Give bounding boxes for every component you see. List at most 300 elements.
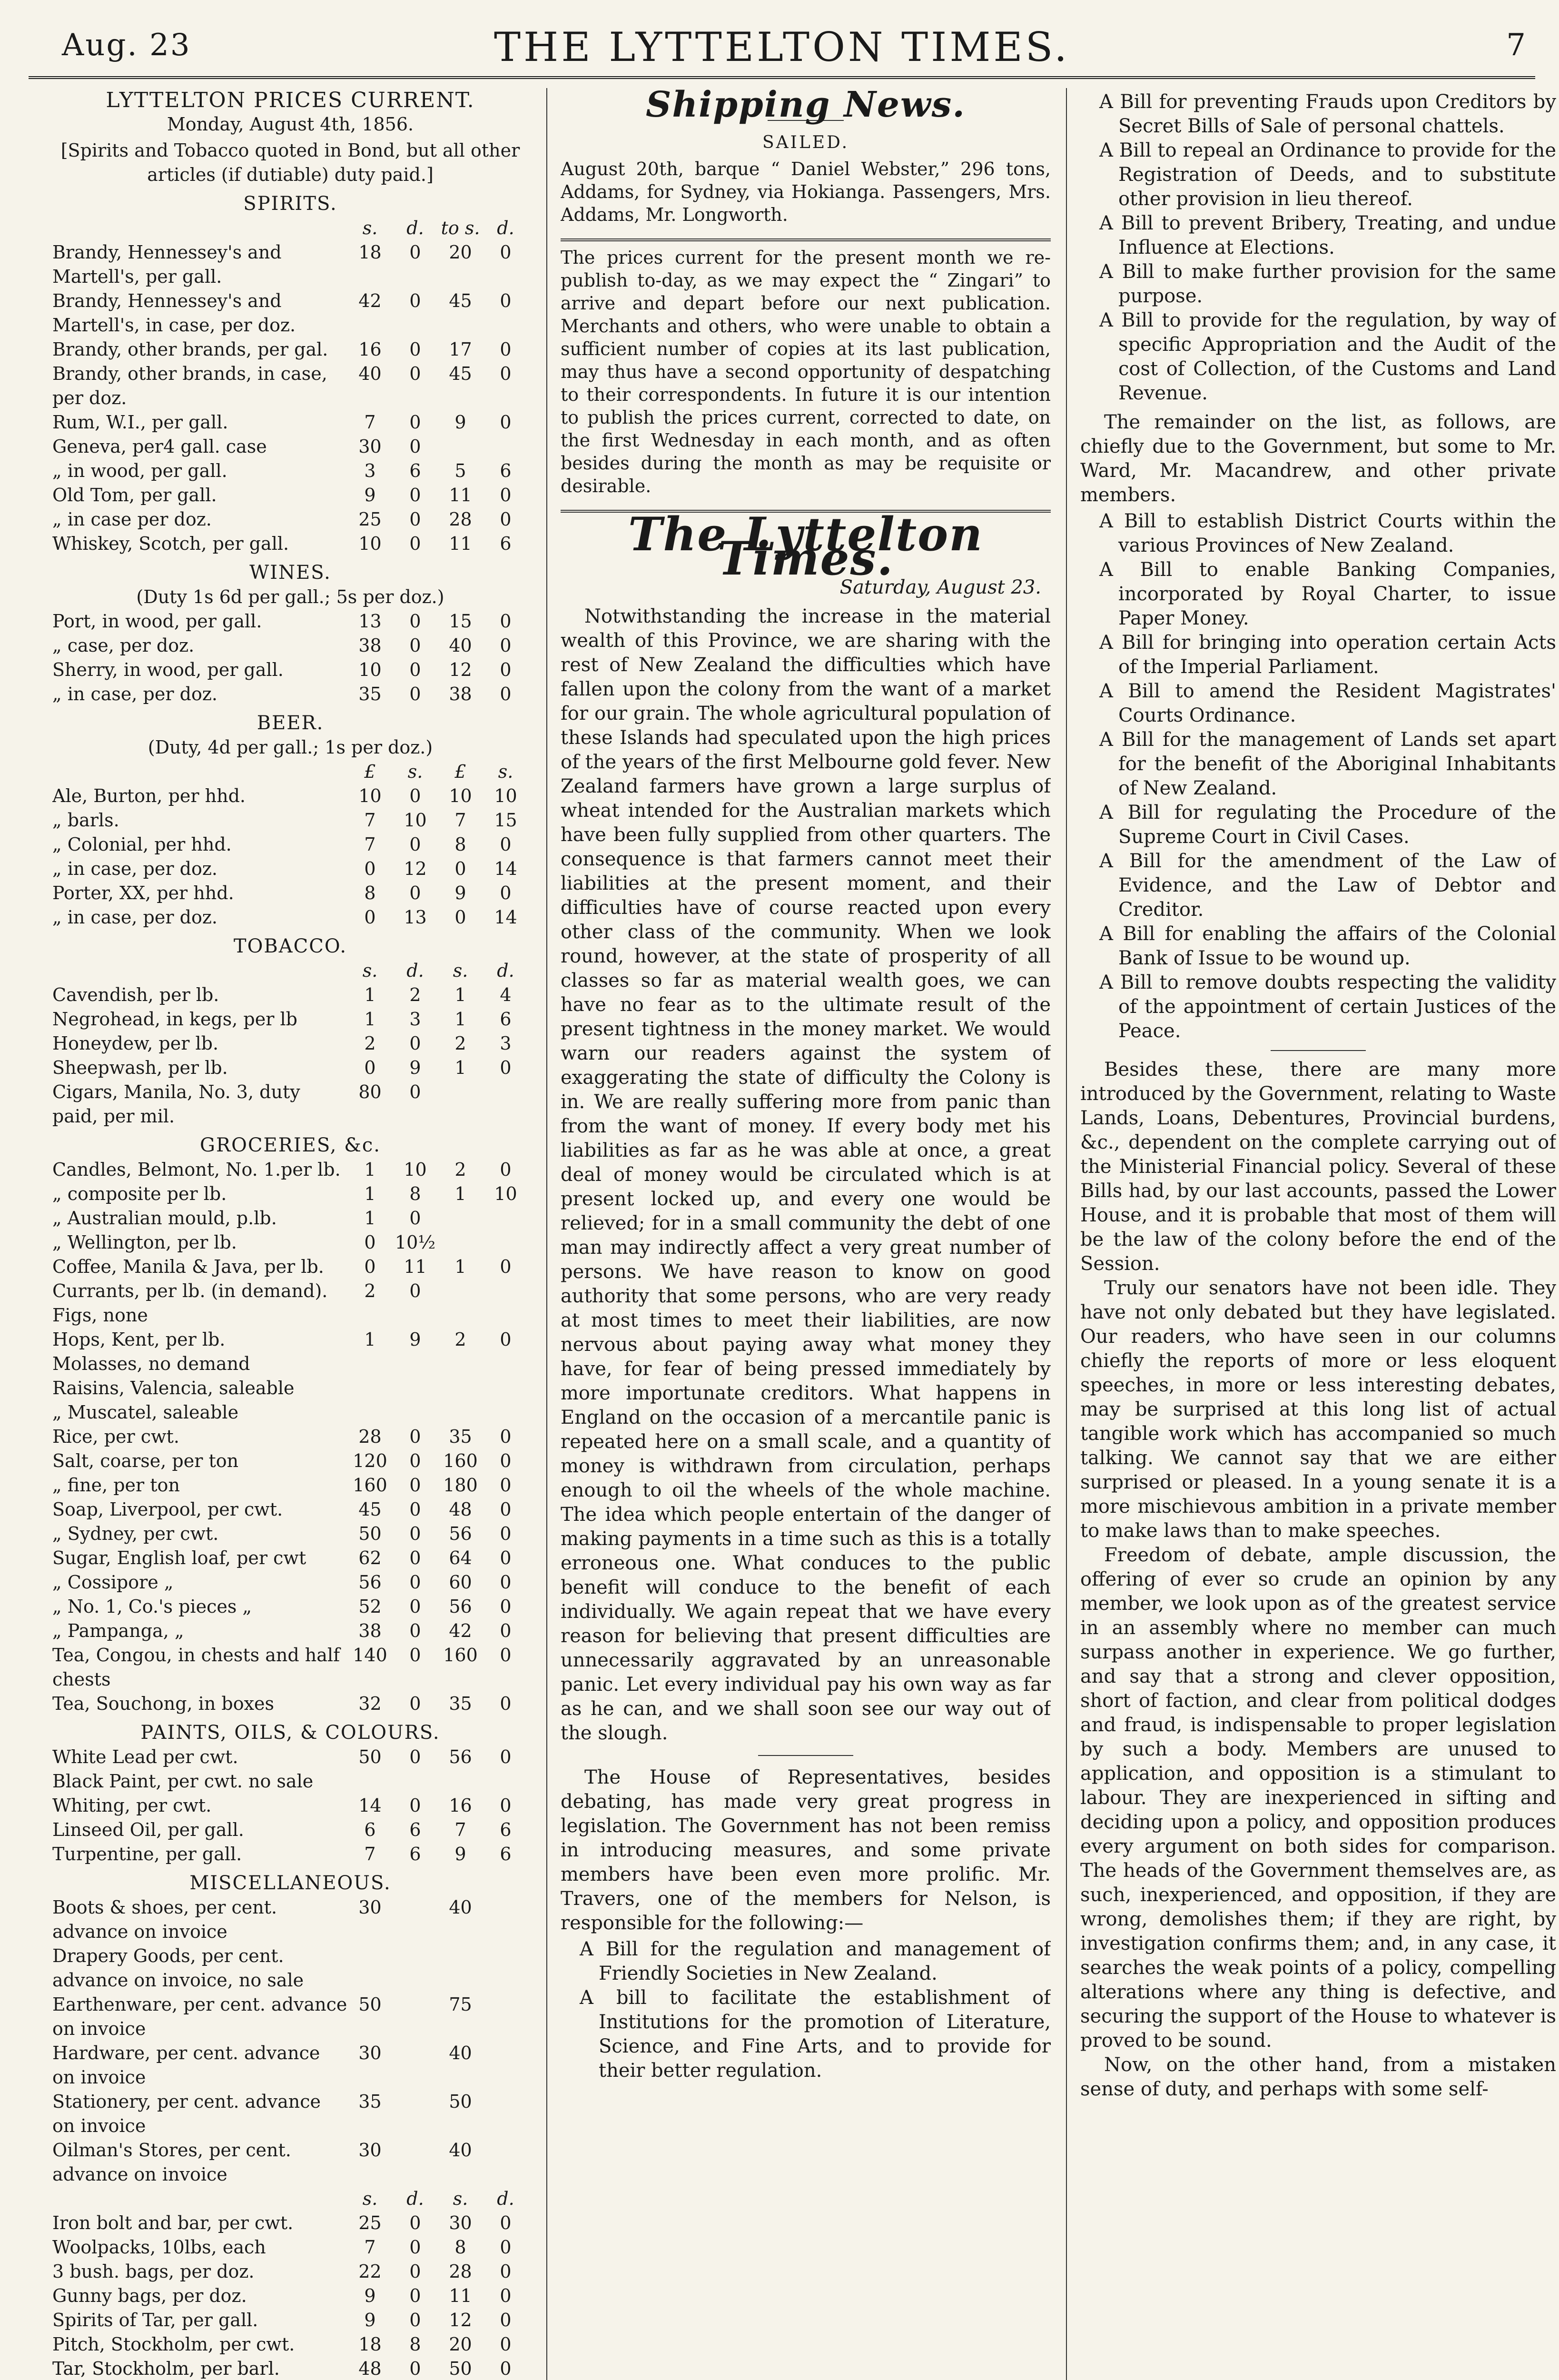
price-row: [52, 1842, 528, 1866]
price-value: [483, 1769, 528, 1794]
price-value: 2: [454, 1329, 466, 1350]
item-name: „ Wellington, per lb.: [52, 1232, 237, 1253]
price-value: 42: [358, 290, 382, 311]
price-value: 16: [449, 1795, 472, 1816]
unit-header-row: [52, 216, 528, 240]
newspaper-title: THE LYTTELTON TIMES.: [494, 24, 1070, 70]
price-value: 32: [358, 1693, 382, 1714]
price-value: 10: [404, 1159, 427, 1180]
price-value: 0: [500, 1596, 512, 1617]
article-paragraph: Besides these, there are many more introduced by the Government, relating to Waste Lands, Loans, Debentures, Provincial burdens, &c., dependent on the complete carrying out of the Ministerial Financial policy. Several of these Bills had, by our last accounts, passed the Lower House, and it is probable that most of them will be the law of the colony before the end of the Session.: [1080, 1059, 1556, 1275]
bill-item: A Bill to repeal an Ordinance to provide for the Registration of Deeds, and to substitute other provision in lieu thereof.: [1099, 139, 1556, 210]
item-name: Black Paint, per cwt. no sale: [52, 1771, 314, 1792]
price-value: 35: [449, 1426, 472, 1447]
price-value: 160: [443, 1450, 478, 1471]
price-value: 5: [454, 460, 466, 481]
editorial-paragraph: Notwithstanding the increase in the material wealth of this Province, we are sharing with the rest of New Zealand the difficulties which have fallen upon the colony from the want of a market for our grain. The whole agricultural population of these Islands had speculated upon the high prices of the years of the first Melbourne gold fever. New Zealand farmers have grown a large surplus of wheat intended for the Australian markets which have been fully supplied from other quarters. The consequence is that farmers cannot meet their liabilities at the present moment, and their difficulties have of course reacted upon every other class of the community. When we look round, however, at the state of prosperity of all classes so far as material wealth goes, we can have no fear as to the ultimate result of the present tightness in the money market. We would warn our readers against the system of exaggerating the state of difficulty the Colony is in. We are really suffering more from panic than from the want of money. If every body met his liabilities as far as he was able at once, a great deal of money would be circulated which is at present locked up, and every one would be relieved; for in a small community the debt of one man may indirectly affect a very great number of persons. We have reason to know on good authority that some persons, who are very ready at most times to meet their liabilities, are now nervous about paying away what money they have, for fear of being pressed immediately by more importunate creditors. What happens in England on the occasion of a mercantile panic is repeated here on a small scale, and a quantity of money is withdrawn from circulation, perhaps enough to oil the wheels of the whole machine. The idea which people entertain of the danger of making payments in a time such as this is a totally erroneous one. What conduces to the public benefit will conduce to the benefit of each individually. We again repeat that we have every reason for believing that present difficulties are unnecessarily aggravated by an unreasonable panic. Let every individual pay his own way as far as he can, and we shall soon see our way out of the slough.: [561, 605, 1051, 1744]
price-value: 56: [449, 1596, 472, 1617]
item-name: Earthenware, per cent. advance on invoice: [52, 1994, 347, 2039]
item-name: Sugar, English loaf, per cwt: [52, 1547, 306, 1568]
bill-list: [561, 1937, 1051, 2083]
price-value: 0: [409, 1499, 421, 1520]
price-value: 0: [409, 1572, 421, 1593]
price-value: 1: [364, 1208, 376, 1229]
bill-item: A Bill for the management of Lands set apart for the benefit of the Aboriginal Inhabitants of New Zealand.: [1099, 729, 1556, 799]
item-name: Porter, XX, per hhd.: [52, 883, 234, 903]
price-value: 62: [358, 1547, 382, 1568]
price-row: [52, 682, 528, 706]
price-row: [52, 1303, 528, 1328]
price-row: [52, 435, 528, 459]
article-paragraph: Now, on the other hand, from a mistaken sense of duty, and perhaps with some self-: [1080, 2054, 1556, 2100]
price-value: [438, 435, 483, 459]
price-value: 16: [358, 339, 382, 360]
price-row: [52, 905, 528, 930]
price-value: 0: [409, 2261, 421, 2282]
price-value: 0: [409, 412, 421, 433]
bill-item: A Bill for bringing into operation certain Acts of the Imperial Parliament.: [1099, 632, 1556, 678]
price-value: 0: [409, 436, 421, 457]
price-value: [483, 1376, 528, 1400]
item-name: Pitch, Stockholm, per cwt.: [52, 2334, 295, 2355]
legislation-column: [1080, 88, 1556, 2380]
unit-label: d.: [406, 960, 424, 981]
item-name: Boots & shoes, per cent. advance on invoice: [52, 1897, 277, 1942]
price-value: 40: [358, 363, 382, 384]
unit-label: d.: [406, 218, 424, 238]
masthead: [29, 24, 1535, 79]
price-row: [52, 1745, 528, 1769]
item-name: Honeydew, per lb.: [52, 1033, 219, 1054]
price-value: [483, 1895, 528, 1944]
item-name: „ Cossipore „: [52, 1572, 174, 1593]
price-value: 6: [500, 460, 512, 481]
price-value: 50: [358, 1994, 382, 2015]
price-value: 42: [449, 1620, 472, 1641]
price-value: 50: [449, 2358, 472, 2379]
price-row: [52, 1007, 528, 1031]
price-value: 0: [409, 834, 421, 855]
price-value: 7: [454, 1819, 466, 1840]
price-value: 140: [353, 1645, 387, 1666]
price-row: [52, 1255, 528, 1279]
duty-note: (Duty 1s 6d per gall.; 5s per doz.): [136, 586, 444, 607]
price-row: [52, 2260, 528, 2284]
price-row: [52, 1056, 528, 1080]
price-value: 0: [500, 1057, 512, 1078]
price-table: [52, 2187, 528, 2380]
item-name: Linseed Oil, per gall.: [52, 1819, 244, 1840]
price-value: 6: [409, 1844, 421, 1864]
price-value: [393, 2138, 438, 2187]
column-rule: [1066, 88, 1067, 2380]
sailed-label: SAILED.: [762, 133, 849, 152]
price-value: 25: [358, 509, 382, 530]
price-row: [52, 2235, 528, 2260]
page-number: 7: [1506, 28, 1526, 63]
bill-item: A Bill to establish District Courts within the various Provinces of New Zealand.: [1099, 510, 1556, 556]
price-value: [483, 1303, 528, 1328]
price-value: 0: [409, 1450, 421, 1471]
price-value: 8: [409, 1183, 421, 1204]
price-section-heading: WINES.: [249, 562, 331, 584]
price-value: 8: [454, 834, 466, 855]
price-value: 15: [449, 611, 472, 632]
price-row: [52, 362, 528, 410]
price-value: 0: [409, 1475, 421, 1496]
unit-header-row: [52, 2187, 528, 2211]
price-value: 13: [358, 611, 382, 632]
price-value: [393, 1993, 438, 2041]
price-value: [438, 1376, 483, 1400]
price-value: 1: [454, 1183, 466, 1204]
price-value: 40: [449, 2043, 472, 2063]
item-name: Brandy, Hennessey's and Martell's, per gall.: [52, 242, 282, 287]
price-value: [483, 1352, 528, 1376]
price-value: 0: [500, 242, 512, 263]
price-value: [483, 435, 528, 459]
price-value: 7: [364, 412, 376, 433]
price-value: 0: [409, 1280, 421, 1301]
price-value: 0: [500, 834, 512, 855]
price-value: 0: [409, 2358, 421, 2379]
unit-header-row: [52, 760, 528, 784]
price-sections: [52, 192, 528, 2380]
price-value: 1: [454, 1009, 466, 1030]
price-value: 10: [494, 1183, 517, 1204]
price-value: 0: [454, 858, 466, 879]
price-value: 7: [364, 1844, 376, 1864]
price-value: 0: [364, 1057, 376, 1078]
price-row: [52, 1328, 528, 1352]
price-row: [52, 289, 528, 337]
issue-date: Aug. 23: [62, 28, 191, 63]
price-value: 40: [449, 1897, 472, 1918]
item-name: Figs, none: [52, 1305, 148, 1326]
unit-label: to s.: [441, 218, 480, 238]
price-row: [52, 1692, 528, 1716]
price-value: 20: [449, 242, 472, 263]
price-value: 28: [449, 2261, 472, 2282]
price-value: 13: [404, 907, 427, 928]
item-name: Coffee, Manila & Java, per lb.: [52, 1256, 324, 1277]
item-name: „ case, per doz.: [52, 635, 195, 656]
unit-label: s.: [453, 960, 468, 981]
price-value: 0: [409, 659, 421, 680]
item-name: Negrohead, in kegs, per lb: [52, 1009, 297, 1030]
item-name: Iron bolt and bar, per cwt.: [52, 2212, 294, 2233]
price-value: [438, 1352, 483, 1376]
double-rule: [561, 238, 1051, 241]
unit-label: d.: [406, 2188, 424, 2209]
unit-label: s.: [362, 218, 378, 238]
article-paragraph: Freedom of debate, ample discussion, the offering of ever so crude an opinion by any member, we look upon as of the greatest service in an assembly where no member can much surpass another in experience. We go further, and say that a strong and clever opposition, short of faction, and clear from political dodges and fraud, is indispensable to proper legislation by such a body. Members are unused to application, and opposition is a stimulant to labour. They are inexperienced in sifting and deciding upon a policy, and opposition produces every argument on both sides for comparison. The heads of the Government themselves are, as such, inexperienced, and opposition, if they are wrong, demolishes them; if they are right, by investigation confirms them; and, in any case, it searches the weak points of a policy, compelling alterations where any thing is defective, and securing the support of the House to whatever is proved to be sound.: [1080, 1544, 1556, 2052]
price-row: [52, 240, 528, 289]
price-row: [52, 658, 528, 682]
price-value: 38: [358, 1620, 382, 1641]
price-value: 14: [358, 1795, 382, 1816]
item-name: Port, in wood, per gall.: [52, 611, 262, 632]
price-section-heading: GROCERIES, &c.: [200, 1134, 381, 1156]
price-value: 0: [409, 635, 421, 656]
price-value: 4: [500, 984, 512, 1005]
bill-item: A bill to facilitate the establishment of Institutions for the promotion of Literature, Science, and Fine Arts, and to provide for their better regulation.: [580, 1987, 1051, 2082]
price-value: 60: [449, 1572, 472, 1593]
price-section-heading: TOBACCO.: [233, 935, 347, 957]
price-value: 14: [494, 858, 517, 879]
price-value: [438, 1230, 483, 1255]
bill-item: A Bill for preventing Frauds upon Creditors by Secret Bills of Sale of personal chattels.: [1099, 91, 1556, 137]
price-value: 0: [454, 907, 466, 928]
item-name: Woolpacks, 10lbs, each: [52, 2237, 266, 2258]
price-value: [438, 1080, 483, 1129]
price-value: [483, 2041, 528, 2090]
item-name: Raisins, Valencia, saleable: [52, 1378, 295, 1398]
price-row: [52, 532, 528, 556]
prices-current-column: [52, 88, 528, 2380]
price-value: [438, 1279, 483, 1303]
price-value: 1: [364, 1329, 376, 1350]
price-value: 6: [409, 460, 421, 481]
price-value: 0: [409, 1693, 421, 1714]
price-value: 40: [449, 635, 472, 656]
item-name: „ in case, per doz.: [52, 907, 217, 928]
unit-label: s.: [453, 2188, 468, 2209]
price-row: [52, 2138, 528, 2187]
unit-label: £: [454, 761, 466, 782]
price-row: [52, 1400, 528, 1425]
price-value: 0: [500, 1645, 512, 1666]
unit-label: d.: [497, 2188, 514, 2209]
price-value: 0: [409, 509, 421, 530]
price-table: [52, 1745, 528, 1866]
price-value: 0: [500, 509, 512, 530]
price-value: 160: [353, 1475, 387, 1496]
columns: [52, 88, 1556, 2380]
item-name: Sheepwash, per lb.: [52, 1057, 228, 1078]
price-value: 0: [500, 1256, 512, 1277]
price-value: 0: [500, 1523, 512, 1544]
price-value: [483, 1400, 528, 1425]
article-paragraph: Truly our senators have not been idle. They have not only debated but they have legislated. Our readers, who have seen in our columns chiefly the reports of more or less eloquent speeches, in more or less interesting debates, may be surprised at this long list of actual tangible work which has accompanied so much talking. We cannot say that we are either surprised or pleased. In a young senate it is a more mischievous ambition in a private member to make laws than to make speeches.: [1080, 1277, 1556, 1542]
price-value: 56: [358, 1572, 382, 1593]
price-row: [52, 1895, 528, 1944]
divider: [1271, 1050, 1366, 1051]
item-name: Spirits of Tar, per gall.: [52, 2310, 258, 2330]
price-value: [483, 1944, 528, 1993]
item-name: Sherry, in wood, per gall.: [52, 659, 284, 680]
price-value: 1: [364, 1183, 376, 1204]
price-row: [52, 857, 528, 881]
price-value: 0: [409, 684, 421, 704]
price-value: 56: [449, 1746, 472, 1767]
price-value: 2: [454, 1159, 466, 1180]
price-value: 18: [358, 242, 382, 263]
price-value: 25: [358, 2212, 382, 2233]
item-name: „ barls.: [52, 810, 119, 831]
price-value: 0: [500, 363, 512, 384]
price-value: 9: [454, 883, 466, 903]
price-value: 2: [364, 1033, 376, 1054]
item-name: „ Sydney, per cwt.: [52, 1523, 219, 1544]
price-value: 1: [364, 984, 376, 1005]
price-value: 7: [364, 834, 376, 855]
unit-label: s.: [407, 761, 423, 782]
price-section-heading: MISCELLANEOUS.: [189, 1872, 391, 1894]
shipping-heading: Shipping News.: [645, 88, 966, 125]
price-value: 38: [449, 684, 472, 704]
price-value: 0: [500, 1475, 512, 1496]
item-name: Hardware, per cent. advance on invoice: [52, 2043, 320, 2088]
price-value: 0: [409, 1596, 421, 1617]
price-value: 50: [449, 2091, 472, 2112]
price-value: 0: [500, 2334, 512, 2355]
item-name: Turpentine, per gall.: [52, 1844, 242, 1864]
price-row: [52, 983, 528, 1007]
bill-item: A Bill to enable Banking Companies, incorporated by Royal Charter, to issue Paper Money.: [1099, 559, 1556, 629]
item-name: Rum, W.I., per gall.: [52, 412, 228, 433]
price-value: 0: [500, 684, 512, 704]
price-value: 0: [409, 533, 421, 554]
price-value: 0: [500, 2212, 512, 2233]
sailed-text: August 20th, barque “ Daniel Webster,” 296 tons, Addams, for Sydney, via Hokianga. Passengers, Mrs. Addams, Mr. Longworth.: [561, 159, 1051, 225]
price-value: 0: [409, 1208, 421, 1229]
bill-list: [1080, 90, 1556, 406]
price-row: [52, 634, 528, 658]
price-value: 10: [404, 810, 427, 831]
price-value: 0: [500, 1159, 512, 1180]
item-name: Brandy, other brands, per gal.: [52, 339, 328, 360]
price-row: [52, 784, 528, 808]
price-value: 20: [449, 2334, 472, 2355]
price-row: [52, 1944, 528, 1993]
price-row: [52, 1230, 528, 1255]
price-value: 0: [500, 290, 512, 311]
price-row: [52, 1352, 528, 1376]
bill-item: A Bill to remove doubts respecting the validity of the appointment of certain Justices of the Peace.: [1099, 972, 1556, 1042]
price-value: 0: [409, 1033, 421, 1054]
price-section-heading: BEER.: [257, 712, 324, 734]
duty-note: (Duty, 4d per gall.; 1s per doz.): [148, 737, 433, 758]
price-value: 7: [454, 810, 466, 831]
price-value: 8: [364, 883, 376, 903]
item-name: Tar, Stockholm, per barl.: [52, 2358, 280, 2379]
price-value: 30: [358, 1897, 382, 1918]
price-value: 0: [500, 635, 512, 656]
price-value: 6: [500, 533, 512, 554]
price-value: [347, 1944, 393, 1993]
price-value: [483, 1206, 528, 1230]
price-value: 0: [500, 2261, 512, 2282]
item-name: 3 bush. bags, per doz.: [52, 2261, 255, 2282]
price-value: 7: [364, 810, 376, 831]
price-value: 1: [364, 1009, 376, 1030]
price-value: 35: [449, 1693, 472, 1714]
unit-label: s.: [362, 960, 378, 981]
price-value: 30: [358, 436, 382, 457]
bill-item: A Bill for the amendment of the Law of Evidence, and the Law of Debtor and Creditor.: [1099, 850, 1556, 921]
price-value: 10: [358, 659, 382, 680]
price-value: 0: [500, 611, 512, 632]
price-row: [52, 1473, 528, 1497]
item-name: „ Pampanga, „: [52, 1620, 184, 1641]
price-value: [393, 1769, 438, 1794]
item-name: Drapery Goods, per cent. advance on invoice, no sale: [52, 1945, 304, 1991]
price-value: 2: [454, 1033, 466, 1054]
price-value: 9: [364, 2285, 376, 2306]
price-section-heading: SPIRITS.: [243, 193, 337, 215]
price-value: 0: [500, 485, 512, 506]
price-value: 0: [409, 1645, 421, 1666]
price-row: [52, 2357, 528, 2380]
price-value: 0: [409, 2310, 421, 2330]
price-row: [52, 483, 528, 507]
item-name: „ Australian mould, p.lb.: [52, 1208, 277, 1229]
price-row: [52, 1279, 528, 1303]
price-value: 0: [409, 611, 421, 632]
price-value: 0: [500, 2358, 512, 2379]
price-table: [52, 760, 528, 930]
price-value: [347, 1400, 393, 1425]
price-value: 10: [494, 785, 517, 806]
item-name: Stationery, per cent. advance on invoice: [52, 2091, 321, 2136]
item-name: Oilman's Stores, per cent. advance on invoice: [52, 2140, 291, 2185]
price-row: [52, 1570, 528, 1595]
prices-date: Monday, August 4th, 1856.: [167, 114, 414, 135]
item-name: Tea, Congou, in chests and half chests: [52, 1645, 340, 1690]
price-value: [438, 1769, 483, 1794]
price-value: 120: [353, 1450, 387, 1471]
bill-item: A Bill for the regulation and management of Friendly Societies in New Zealand.: [580, 1938, 1051, 1984]
price-value: 14: [494, 907, 517, 928]
price-value: 22: [358, 2261, 382, 2282]
item-name: „ in case, per doz.: [52, 858, 217, 879]
price-value: 0: [409, 1523, 421, 1544]
price-value: 0: [409, 883, 421, 903]
price-row: [52, 1818, 528, 1842]
item-name: Whiting, per cwt.: [52, 1795, 212, 1816]
price-value: [347, 1352, 393, 1376]
price-value: 0: [500, 1426, 512, 1447]
price-value: 0: [500, 1572, 512, 1593]
price-row: [52, 507, 528, 532]
price-value: 180: [443, 1475, 478, 1496]
price-value: 0: [409, 1620, 421, 1641]
price-value: 0: [409, 2237, 421, 2258]
price-row: [52, 1769, 528, 1794]
price-row: [52, 1497, 528, 1522]
price-value: 0: [409, 485, 421, 506]
price-row: [52, 2308, 528, 2332]
price-value: 1: [454, 984, 466, 1005]
item-name: Brandy, other brands, in case, per doz.: [52, 363, 327, 408]
price-row: [52, 2090, 528, 2138]
bill-item: A Bill for regulating the Procedure of the Supreme Court in Civil Cases.: [1099, 802, 1556, 848]
price-value: 0: [409, 1795, 421, 1816]
bill-list: [1080, 509, 1556, 1043]
price-value: [483, 2090, 528, 2138]
price-value: 28: [449, 509, 472, 530]
price-value: 0: [409, 290, 421, 311]
price-value: 0: [409, 339, 421, 360]
price-value: [438, 1400, 483, 1425]
price-value: 9: [409, 1057, 421, 1078]
price-value: 0: [500, 2237, 512, 2258]
price-value: 0: [409, 363, 421, 384]
price-value: 35: [358, 2091, 382, 2112]
item-name: Whiskey, Scotch, per gall.: [52, 533, 289, 554]
prices-notice: The prices current for the present month we re-publish to-day, as we may expect the “ Zingari” to arrive and depart before our next publication. Merchants and others, who were unable to obtain a sufficient number of copies at its last publication, may thus have a second opportunity of despatching to their correspondents. In future it is our intention to publish the prices current, corrected to date, on the first Wednesday in each month, and as often besides during the month as may be requisite or desirable.: [561, 247, 1051, 496]
